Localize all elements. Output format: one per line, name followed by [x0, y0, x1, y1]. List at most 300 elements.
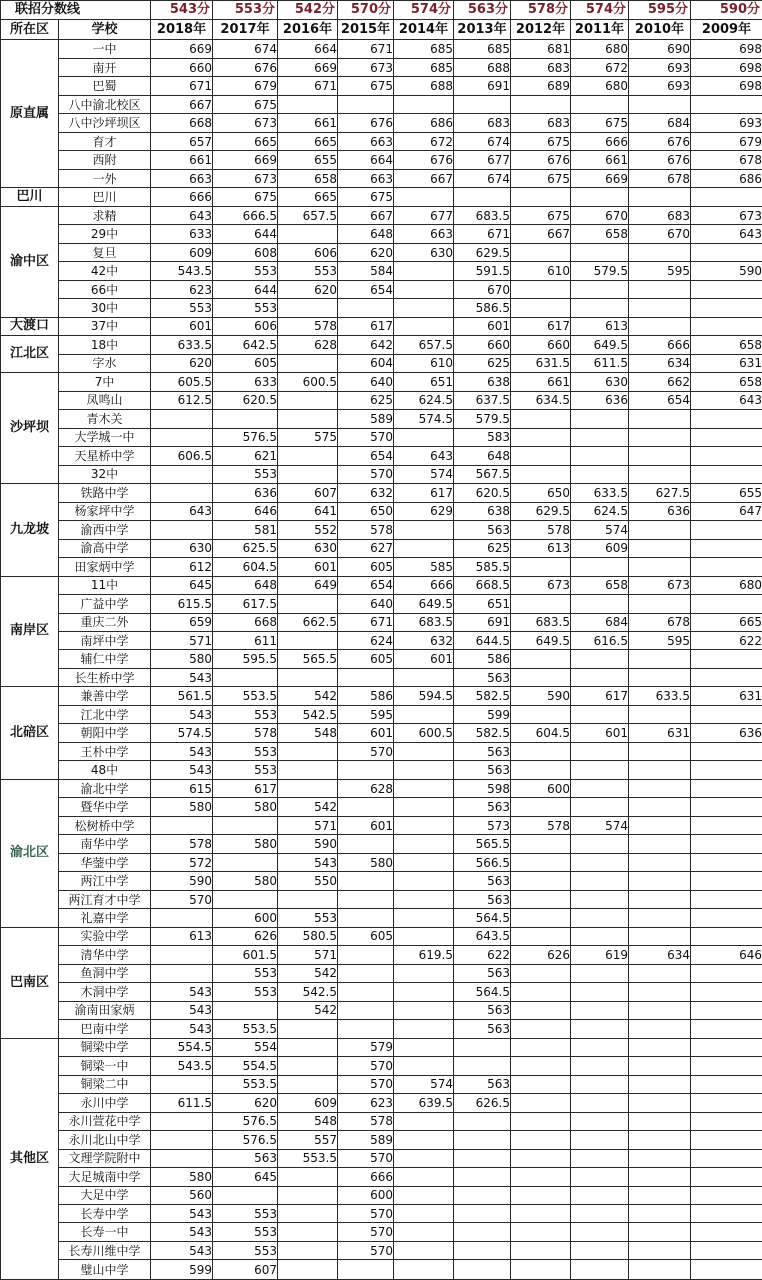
score-cell: 666: [151, 188, 213, 206]
score-cell: [394, 1149, 454, 1167]
score-cell: 660: [151, 58, 213, 76]
school-row: [1, 1038, 762, 1056]
score-cell: 543: [151, 761, 213, 779]
score-cell: 617: [338, 317, 394, 335]
score-cell: 690: [629, 40, 691, 58]
score-cell: 617: [213, 779, 278, 797]
score-cell: [511, 1094, 571, 1112]
score-cell: 585.5: [454, 558, 511, 576]
school-name-cell: 32中: [59, 465, 151, 483]
school-row: [1, 1149, 762, 1167]
score-cell: 640: [338, 595, 394, 613]
score-cell: 685: [394, 58, 454, 76]
school-row: [1, 983, 762, 1001]
score-cell: 636: [213, 484, 278, 502]
score-cell: [511, 1223, 571, 1241]
district-cell: 巴川: [1, 188, 59, 206]
school-row: [1, 151, 762, 169]
school-row: [1, 816, 762, 834]
score-cell: 672: [394, 132, 454, 150]
score-cell: 673: [338, 58, 394, 76]
score-cell: [691, 317, 762, 335]
school-name-cell: 7中: [59, 373, 151, 391]
score-cell: 673: [213, 169, 278, 187]
score-cell: 579.5: [571, 262, 629, 280]
school-column-header: 学校: [59, 20, 151, 40]
score-cell: 617: [394, 484, 454, 502]
score-cell: [278, 1260, 338, 1280]
school-row: [1, 1001, 762, 1019]
school-name-cell: 永川北山中学: [59, 1131, 151, 1149]
score-cell: [571, 1131, 629, 1149]
score-cell: [571, 779, 629, 797]
cutoff-line-2014: 574分: [394, 1, 454, 20]
school-name-cell: 永川萱花中学: [59, 1112, 151, 1130]
school-row: [1, 890, 762, 908]
score-cell: 625: [454, 354, 511, 372]
score-cell: 611.5: [151, 1094, 213, 1112]
school-name-cell: 一外: [59, 169, 151, 187]
score-cell: 570: [338, 1057, 394, 1075]
score-cell: [691, 1020, 762, 1038]
score-cell: 624.5: [394, 391, 454, 409]
cutoff-line-2012: 578分: [511, 1, 571, 20]
score-cell: [278, 410, 338, 428]
school-row: [1, 779, 762, 797]
score-cell: [278, 447, 338, 465]
score-cell: [511, 835, 571, 853]
school-row: [1, 946, 762, 964]
score-cell: 645: [151, 576, 213, 594]
score-cell: 654: [629, 391, 691, 409]
score-cell: 627: [338, 539, 394, 557]
score-cell: 617: [571, 687, 629, 705]
score-cell: [394, 742, 454, 760]
score-cell: [454, 1241, 511, 1259]
score-cell: 633.5: [571, 484, 629, 502]
school-name-cell: 育才: [59, 132, 151, 150]
score-cell: [629, 779, 691, 797]
score-cell: [394, 705, 454, 723]
score-cell: 620: [151, 354, 213, 372]
score-cell: [629, 280, 691, 298]
district-cell: 北碚区: [1, 687, 59, 779]
score-cell: [278, 391, 338, 409]
cutoff-line-2013: 563分: [454, 1, 511, 20]
year-header-2014: 2014年: [394, 20, 454, 40]
score-cell: [394, 1020, 454, 1038]
score-cell: [571, 95, 629, 113]
school-row: [1, 336, 762, 354]
score-cell: 623: [338, 1094, 394, 1112]
score-cell: 627.5: [629, 484, 691, 502]
score-cell: [629, 1205, 691, 1223]
school-name-cell: 42中: [59, 262, 151, 280]
score-cell: 595: [629, 262, 691, 280]
score-cell: 686: [394, 114, 454, 132]
score-cell: [338, 964, 394, 982]
score-cell: 578: [278, 317, 338, 335]
district-cell: 原直属: [1, 40, 59, 188]
score-cell: [278, 742, 338, 760]
school-row: [1, 705, 762, 723]
school-name-cell: 渝南田家炳: [59, 1001, 151, 1019]
school-row: [1, 1241, 762, 1259]
score-cell: [629, 1038, 691, 1056]
year-header-2015: 2015年: [338, 20, 394, 40]
score-cell: 605.5: [151, 373, 213, 391]
score-cell: [571, 558, 629, 576]
score-cell: 580: [151, 1168, 213, 1186]
score-cell: 657.5: [278, 206, 338, 224]
school-name-cell: 一中: [59, 40, 151, 58]
score-cell: 683: [511, 58, 571, 76]
score-cell: 543: [151, 705, 213, 723]
score-cell: [278, 225, 338, 243]
score-cell: 584: [338, 262, 394, 280]
score-cell: 590: [511, 687, 571, 705]
score-cell: [394, 1168, 454, 1186]
score-cell: 620.5: [213, 391, 278, 409]
school-row: [1, 169, 762, 187]
school-name-cell: 华蓥中学: [59, 853, 151, 871]
year-header-2011: 2011年: [571, 20, 629, 40]
score-cell: 628: [278, 336, 338, 354]
score-cell: 674: [454, 169, 511, 187]
score-cell: 553.5: [278, 1149, 338, 1167]
score-cell: 649.5: [511, 631, 571, 649]
score-cell: [338, 1001, 394, 1019]
year-header-2016: 2016年: [278, 20, 338, 40]
score-cell: [571, 1112, 629, 1130]
score-cell: [394, 779, 454, 797]
score-cell: 571: [151, 631, 213, 649]
score-cell: 601: [394, 650, 454, 668]
score-cell: 609: [571, 539, 629, 557]
score-cell: 633: [213, 373, 278, 391]
score-cell: 589: [338, 410, 394, 428]
score-cell: 574: [571, 521, 629, 539]
score-cell: [213, 1001, 278, 1019]
score-cell: 625: [454, 539, 511, 557]
score-cell: [511, 1260, 571, 1280]
score-cell: 591.5: [454, 262, 511, 280]
score-cell: [691, 816, 762, 834]
school-row: [1, 1057, 762, 1075]
school-name-cell: 凤鸣山: [59, 391, 151, 409]
score-cell: 543.5: [151, 1057, 213, 1075]
score-cell: [394, 668, 454, 686]
score-cell: [571, 835, 629, 853]
school-name-cell: 西附: [59, 151, 151, 169]
score-cell: [629, 1241, 691, 1259]
score-cell: [394, 95, 454, 113]
score-cell: 678: [629, 613, 691, 631]
score-cell: [151, 521, 213, 539]
score-cell: 543: [151, 1223, 213, 1241]
score-cell: 611: [213, 631, 278, 649]
score-cell: 576.5: [213, 1131, 278, 1149]
score-cell: 630: [571, 373, 629, 391]
score-cell: 572: [151, 853, 213, 871]
score-cell: 674: [213, 40, 278, 58]
score-cell: 647: [691, 502, 762, 520]
school-row: [1, 650, 762, 668]
score-cell: 582.5: [454, 687, 511, 705]
score-cell: 625.5: [213, 539, 278, 557]
school-name-cell: 铜梁中学: [59, 1038, 151, 1056]
score-cell: [454, 1186, 511, 1204]
school-name-cell: 文理学院附中: [59, 1149, 151, 1167]
score-cell: [629, 1131, 691, 1149]
score-cell: 615.5: [151, 595, 213, 613]
school-row: [1, 317, 762, 335]
score-cell: 563: [454, 668, 511, 686]
score-cell: 631.5: [511, 354, 571, 372]
score-cell: 553: [213, 1205, 278, 1223]
school-row: [1, 1186, 762, 1204]
score-cell: [151, 428, 213, 446]
score-cell: 698: [691, 58, 762, 76]
score-cell: [511, 1075, 571, 1093]
score-cell: 586: [338, 687, 394, 705]
score-cell: 671: [278, 77, 338, 95]
score-cell: 578: [511, 521, 571, 539]
score-cell: 542.5: [278, 705, 338, 723]
score-cell: [691, 465, 762, 483]
score-cell: [454, 1038, 511, 1056]
score-cell: 675: [511, 132, 571, 150]
score-cell: [511, 964, 571, 982]
score-cell: 636: [571, 391, 629, 409]
score-cell: [151, 465, 213, 483]
score-cell: [571, 983, 629, 1001]
score-cell: [571, 1094, 629, 1112]
score-cell: 669: [151, 40, 213, 58]
score-cell: 633.5: [151, 336, 213, 354]
score-cell: [691, 835, 762, 853]
score-cell: 616.5: [571, 631, 629, 649]
score-cell: 674: [454, 132, 511, 150]
score-cell: [278, 890, 338, 908]
score-cell: [629, 1260, 691, 1280]
score-cell: 610: [511, 262, 571, 280]
school-name-cell: 求精: [59, 206, 151, 224]
school-name-cell: 两江育才中学: [59, 890, 151, 908]
score-cell: 648: [338, 225, 394, 243]
score-cell: 677: [394, 206, 454, 224]
score-cell: 673: [213, 114, 278, 132]
score-cell: 642.5: [213, 336, 278, 354]
score-cell: [691, 927, 762, 945]
score-cell: [691, 890, 762, 908]
score-cell: 553: [278, 262, 338, 280]
score-cell: [691, 1131, 762, 1149]
score-cell: [511, 280, 571, 298]
score-cell: [394, 872, 454, 890]
score-cell: 576.5: [213, 1112, 278, 1130]
score-cell: [629, 816, 691, 834]
score-cell: 553.5: [213, 1020, 278, 1038]
score-cell: [571, 1001, 629, 1019]
score-cell: 698: [691, 40, 762, 58]
score-cell: 574.5: [394, 410, 454, 428]
school-row: [1, 280, 762, 298]
score-cell: 698: [691, 77, 762, 95]
score-cell: [629, 742, 691, 760]
score-cell: [511, 188, 571, 206]
score-cell: 550: [278, 872, 338, 890]
score-cell: 612.5: [151, 391, 213, 409]
score-cell: [691, 521, 762, 539]
score-cell: 617.5: [213, 595, 278, 613]
score-cell: [571, 964, 629, 982]
score-cell: 605: [338, 558, 394, 576]
score-cell: [629, 595, 691, 613]
score-cell: 676: [629, 132, 691, 150]
score-cell: 612: [151, 558, 213, 576]
score-cell: 671: [338, 40, 394, 58]
score-cell: 543: [151, 1001, 213, 1019]
score-cell: [394, 262, 454, 280]
school-name-cell: 清华中学: [59, 946, 151, 964]
score-cell: 680: [571, 40, 629, 58]
score-cell: 670: [571, 206, 629, 224]
score-cell: [571, 595, 629, 613]
score-cell: [151, 1149, 213, 1167]
score-cell: [394, 964, 454, 982]
school-row: [1, 391, 762, 409]
score-cell: 611.5: [571, 354, 629, 372]
score-cell: [691, 872, 762, 890]
score-cell: 605: [213, 354, 278, 372]
score-cell: [454, 1205, 511, 1223]
score-cell: 662: [629, 373, 691, 391]
score-cell: [338, 835, 394, 853]
score-cell: [278, 1038, 338, 1056]
score-cell: 685: [394, 40, 454, 58]
score-cell: 643: [691, 391, 762, 409]
score-cell: [454, 95, 511, 113]
score-cell: 585: [394, 558, 454, 576]
score-cell: [629, 1112, 691, 1130]
score-cell: [511, 299, 571, 317]
score-cell: 574: [394, 465, 454, 483]
score-cell: [394, 188, 454, 206]
score-cell: [394, 280, 454, 298]
score-cell: 668.5: [454, 576, 511, 594]
score-cell: 684: [571, 613, 629, 631]
score-cell: [691, 1112, 762, 1130]
school-name-cell: 字水: [59, 354, 151, 372]
score-cell: [213, 668, 278, 686]
score-cell: [278, 299, 338, 317]
score-cell: 543: [151, 983, 213, 1001]
score-cell: 553: [151, 299, 213, 317]
school-row: [1, 132, 762, 150]
score-cell: 553: [278, 909, 338, 927]
score-cell: 659: [151, 613, 213, 631]
score-cell: [691, 428, 762, 446]
score-cell: 609: [151, 243, 213, 261]
score-cell: 600.5: [278, 373, 338, 391]
score-cell: [629, 668, 691, 686]
score-cell: [338, 946, 394, 964]
score-cell: 583: [454, 428, 511, 446]
score-cell: [691, 1149, 762, 1167]
score-cell: 683: [629, 206, 691, 224]
score-cell: 680: [691, 576, 762, 594]
score-cell: 670: [629, 225, 691, 243]
score-cell: 609: [278, 1094, 338, 1112]
score-cell: 586.5: [454, 299, 511, 317]
score-cell: 679: [691, 132, 762, 150]
score-cell: 620.5: [454, 484, 511, 502]
school-name-cell: 18中: [59, 336, 151, 354]
score-cell: 657: [151, 132, 213, 150]
score-cell: [394, 1131, 454, 1149]
score-cell: 670: [454, 280, 511, 298]
score-cell: [629, 705, 691, 723]
score-cell: 570: [338, 465, 394, 483]
score-cell: 581: [213, 521, 278, 539]
score-cell: 543: [151, 742, 213, 760]
score-cell: 543: [151, 1205, 213, 1223]
score-cell: 571: [278, 946, 338, 964]
year-header-2009: 2009年: [691, 20, 762, 40]
score-cell: 631: [691, 687, 762, 705]
score-cell: [338, 890, 394, 908]
school-row: [1, 742, 762, 760]
score-cell: 542: [278, 798, 338, 816]
score-cell: [151, 410, 213, 428]
school-name-cell: 王朴中学: [59, 742, 151, 760]
score-cell: 563: [454, 761, 511, 779]
year-header-2010: 2010年: [629, 20, 691, 40]
school-row: [1, 724, 762, 742]
score-cell: [691, 558, 762, 576]
school-name-cell: 11中: [59, 576, 151, 594]
score-cell: 638: [454, 502, 511, 520]
score-cell: 586: [454, 650, 511, 668]
score-cell: [571, 872, 629, 890]
score-cell: 570: [338, 428, 394, 446]
school-name-cell: 八中沙坪坝区: [59, 114, 151, 132]
school-name-cell: 礼嘉中学: [59, 909, 151, 927]
score-cell: 543: [151, 1020, 213, 1038]
score-cell: [394, 428, 454, 446]
score-cell: [394, 1057, 454, 1075]
score-cell: 677: [454, 151, 511, 169]
score-cell: [629, 909, 691, 927]
school-name-cell: 广益中学: [59, 595, 151, 613]
score-cell: [571, 447, 629, 465]
score-cell: 565.5: [278, 650, 338, 668]
school-name-cell: 田家炳中学: [59, 558, 151, 576]
score-cell: [151, 484, 213, 502]
score-cell: 675: [213, 188, 278, 206]
score-cell: 580: [213, 872, 278, 890]
score-cell: 628: [338, 779, 394, 797]
score-cell: [511, 983, 571, 1001]
score-cell: [629, 1094, 691, 1112]
score-cell: [571, 465, 629, 483]
score-cell: [338, 798, 394, 816]
school-name-cell: 长寿中学: [59, 1205, 151, 1223]
score-cell: 578: [151, 835, 213, 853]
school-row: [1, 465, 762, 483]
score-cell: [629, 983, 691, 1001]
